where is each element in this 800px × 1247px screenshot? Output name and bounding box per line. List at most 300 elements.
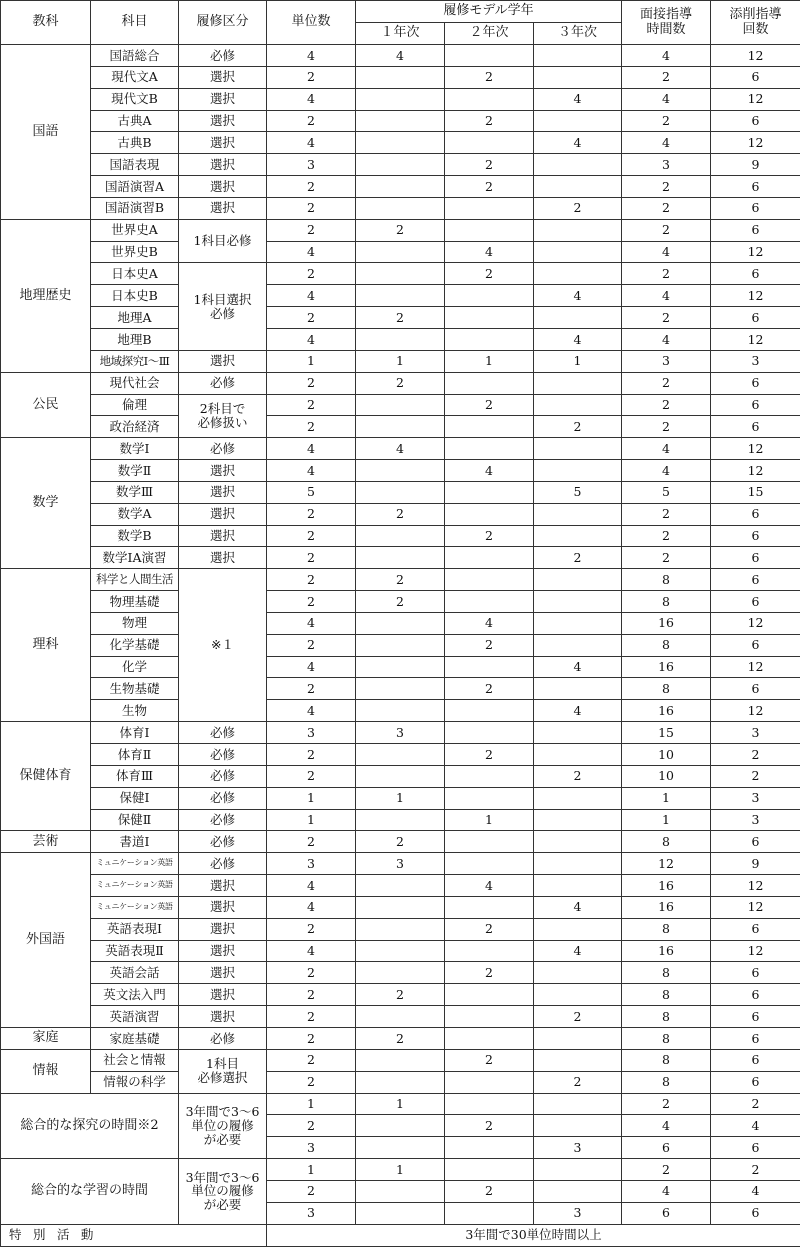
hours-cell: 2 — [622, 503, 711, 525]
header-year2: ２年次 — [445, 23, 534, 45]
header-type: 履修区分 — [179, 1, 267, 45]
y1-cell: 4 — [356, 438, 445, 460]
reports-cell: 6 — [711, 263, 800, 285]
y3-cell: 4 — [534, 328, 622, 350]
reports-cell: 9 — [711, 853, 800, 875]
category-cell: 保健体育 — [1, 722, 91, 831]
y2-cell: 4 — [445, 875, 534, 897]
y3-cell — [534, 503, 622, 525]
subject-cell: 体育Ⅲ — [91, 765, 179, 787]
reports-cell: 6 — [711, 1071, 800, 1093]
subject-cell: 数学B — [91, 525, 179, 547]
y2-cell — [445, 1202, 534, 1224]
hours-cell: 6 — [622, 1202, 711, 1224]
subject-cell: 生物 — [91, 700, 179, 722]
y2-cell: 4 — [445, 241, 534, 263]
y2-cell: 2 — [445, 962, 534, 984]
category-cell: 国語 — [1, 45, 91, 220]
y2-cell — [445, 1159, 534, 1181]
hours-cell: 2 — [622, 110, 711, 132]
units-cell: 4 — [267, 241, 356, 263]
y1-cell: 2 — [356, 831, 445, 853]
hours-cell: 10 — [622, 744, 711, 766]
y2-cell — [445, 503, 534, 525]
subject-cell: 倫理 — [91, 394, 179, 416]
table-row — [1, 547, 800, 569]
table-row — [1, 372, 800, 394]
category-cell: 総合的な探究の時間※2 — [1, 1093, 179, 1159]
subject-cell: 地理A — [91, 307, 179, 329]
y3-cell — [534, 263, 622, 285]
y2-cell — [445, 656, 534, 678]
group-note — [179, 1159, 267, 1225]
category-cell: 情報 — [1, 1049, 91, 1093]
y3-cell — [534, 525, 622, 547]
y2-cell — [445, 984, 534, 1006]
subject-cell: 数学Ⅰ — [91, 438, 179, 460]
type-cell: 選択 — [179, 154, 267, 176]
y3-cell: 1 — [534, 350, 622, 372]
type-cell: 必修 — [179, 809, 267, 831]
units-cell: 4 — [267, 656, 356, 678]
group-note — [179, 394, 267, 438]
table-row — [1, 481, 800, 503]
y1-cell — [356, 197, 445, 219]
reports-cell: 6 — [711, 1049, 800, 1071]
y3-cell — [534, 853, 622, 875]
y2-cell — [445, 722, 534, 744]
subject-cell: 数学Ⅱ — [91, 460, 179, 482]
subject-cell: 英語表現Ⅱ — [91, 940, 179, 962]
reports-cell: 6 — [711, 547, 800, 569]
y2-cell — [445, 569, 534, 591]
y1-cell — [356, 66, 445, 88]
reports-cell: 6 — [711, 219, 800, 241]
table-row — [1, 591, 800, 613]
reports-cell: 6 — [711, 591, 800, 613]
y1-cell — [356, 88, 445, 110]
y1-cell — [356, 525, 445, 547]
reports-cell: 12 — [711, 132, 800, 154]
table-row — [1, 809, 800, 831]
subject-cell: 生物基礎 — [91, 678, 179, 700]
type-cell: 必修 — [179, 831, 267, 853]
table-row — [1, 896, 800, 918]
reports-cell: 6 — [711, 197, 800, 219]
units-cell: 4 — [267, 285, 356, 307]
table-row — [1, 285, 800, 307]
units-cell: 1 — [267, 350, 356, 372]
table-row — [1, 700, 800, 722]
y2-cell — [445, 1093, 534, 1115]
y2-cell — [445, 481, 534, 503]
y3-cell — [534, 154, 622, 176]
y1-cell — [356, 241, 445, 263]
category-cell: 数学 — [1, 438, 91, 569]
table-row — [1, 350, 800, 372]
y3-cell — [534, 787, 622, 809]
reports-cell: 6 — [711, 1202, 800, 1224]
y1-cell — [356, 416, 445, 438]
hours-cell: 15 — [622, 722, 711, 744]
y2-cell — [445, 896, 534, 918]
y1-cell: 1 — [356, 787, 445, 809]
y2-cell: 2 — [445, 744, 534, 766]
table-row — [1, 656, 800, 678]
table-row — [1, 66, 800, 88]
hours-cell: 1 — [622, 809, 711, 831]
y3-cell — [534, 1027, 622, 1049]
units-cell: 4 — [267, 940, 356, 962]
subject-cell: 家庭基礎 — [91, 1027, 179, 1049]
y1-cell — [356, 1071, 445, 1093]
reports-cell: 12 — [711, 700, 800, 722]
type-cell: 選択 — [179, 132, 267, 154]
y3-cell — [534, 110, 622, 132]
units-cell: 3 — [267, 154, 356, 176]
y3-cell: 4 — [534, 132, 622, 154]
units-cell: 2 — [267, 110, 356, 132]
table-row — [1, 612, 800, 634]
units-cell: 1 — [267, 1159, 356, 1181]
y3-cell — [534, 809, 622, 831]
reports-cell: 3 — [711, 350, 800, 372]
reports-cell: 6 — [711, 1006, 800, 1028]
subject-cell: 古典B — [91, 132, 179, 154]
units-cell: 2 — [267, 678, 356, 700]
reports-cell: 6 — [711, 984, 800, 1006]
reports-cell: 12 — [711, 460, 800, 482]
type-cell: 必修 — [179, 1027, 267, 1049]
y1-cell — [356, 918, 445, 940]
y3-cell — [534, 569, 622, 591]
hours-cell: 4 — [622, 438, 711, 460]
hours-cell: 2 — [622, 1093, 711, 1115]
y2-cell: 2 — [445, 176, 534, 198]
units-cell: 2 — [267, 831, 356, 853]
units-cell: 1 — [267, 1093, 356, 1115]
units-cell: 4 — [267, 45, 356, 67]
type-cell: 選択 — [179, 110, 267, 132]
table-row — [1, 787, 800, 809]
y3-cell: 2 — [534, 416, 622, 438]
y2-cell: 2 — [445, 263, 534, 285]
subject-cell: 英語演習 — [91, 1006, 179, 1028]
y2-cell — [445, 765, 534, 787]
hours-cell: 4 — [622, 460, 711, 482]
subject-cell: 国語演習A — [91, 176, 179, 198]
y1-cell — [356, 176, 445, 198]
table-row — [1, 984, 800, 1006]
type-cell: 選択 — [179, 984, 267, 1006]
y2-cell: 4 — [445, 612, 534, 634]
y2-cell: 1 — [445, 350, 534, 372]
y1-cell — [356, 110, 445, 132]
hours-cell: 2 — [622, 372, 711, 394]
y3-cell — [534, 45, 622, 67]
y2-cell: 2 — [445, 1115, 534, 1137]
group-note-line: 必修扱い — [197, 414, 248, 430]
units-cell: 4 — [267, 328, 356, 350]
hours-cell: 4 — [622, 1115, 711, 1137]
category-cell: 理科 — [1, 569, 91, 722]
table-row — [1, 634, 800, 656]
y2-cell — [445, 700, 534, 722]
units-cell: 2 — [267, 66, 356, 88]
table-row — [1, 875, 800, 897]
table-row-tokkatsu — [1, 1224, 800, 1246]
subject-cell: 日本史B — [91, 285, 179, 307]
hours-cell: 4 — [622, 132, 711, 154]
group-note — [179, 1093, 267, 1159]
reports-cell: 6 — [711, 307, 800, 329]
group-note-line: が必要 — [203, 1131, 242, 1147]
subject-cell: 保健Ⅱ — [91, 809, 179, 831]
y3-cell: 2 — [534, 197, 622, 219]
y3-cell — [534, 634, 622, 656]
reports-cell: 12 — [711, 896, 800, 918]
table-row — [1, 88, 800, 110]
y2-cell — [445, 1071, 534, 1093]
table-row — [1, 831, 800, 853]
units-cell: 3 — [267, 1202, 356, 1224]
type-cell: 必修 — [179, 438, 267, 460]
y3-cell — [534, 394, 622, 416]
table-row — [1, 765, 800, 787]
type-cell: 選択 — [179, 940, 267, 962]
group-note-line: 1科目 — [206, 1056, 239, 1072]
table-row — [1, 219, 800, 241]
subject-cell: 世界史B — [91, 241, 179, 263]
table-row — [1, 1049, 800, 1071]
reports-cell: 12 — [711, 612, 800, 634]
y2-cell — [445, 328, 534, 350]
units-cell: 2 — [267, 197, 356, 219]
y2-cell — [445, 307, 534, 329]
subject-cell: 科学と人間生活 — [91, 569, 179, 591]
table-row — [1, 918, 800, 940]
y2-cell — [445, 853, 534, 875]
y3-cell: 2 — [534, 547, 622, 569]
y1-cell — [356, 132, 445, 154]
hours-cell: 1 — [622, 787, 711, 809]
units-cell: 1 — [267, 809, 356, 831]
reports-cell: 6 — [711, 372, 800, 394]
type-cell: 選択 — [179, 503, 267, 525]
y2-cell — [445, 197, 534, 219]
subject-cell: 数学A — [91, 503, 179, 525]
type-cell: 選択 — [179, 88, 267, 110]
hours-cell: 3 — [622, 154, 711, 176]
type-cell: 選択 — [179, 896, 267, 918]
y1-cell — [356, 460, 445, 482]
table-row — [1, 176, 800, 198]
hours-cell: 8 — [622, 1006, 711, 1028]
group-note — [179, 1049, 267, 1093]
hours-cell: 2 — [622, 263, 711, 285]
table-row — [1, 722, 800, 744]
y2-cell: 2 — [445, 634, 534, 656]
y1-cell — [356, 1202, 445, 1224]
y1-cell — [356, 612, 445, 634]
units-cell: 3 — [267, 853, 356, 875]
hours-cell: 2 — [622, 1159, 711, 1181]
y3-cell — [534, 612, 622, 634]
hours-cell: 4 — [622, 241, 711, 263]
y2-cell: 2 — [445, 1049, 534, 1071]
header-hours: 面接指導 時間数 — [622, 1, 711, 45]
y1-cell: 3 — [356, 853, 445, 875]
type-cell: 選択 — [179, 918, 267, 940]
table-row — [1, 416, 800, 438]
group-note — [179, 263, 267, 350]
group-note-line: 単位の履修 — [191, 1183, 254, 1199]
y2-cell: 2 — [445, 525, 534, 547]
table-row — [1, 744, 800, 766]
table-body — [1, 45, 800, 1247]
header-reports: 添削指導 回数 — [711, 1, 800, 45]
y3-cell — [534, 176, 622, 198]
subject-cell: 化学 — [91, 656, 179, 678]
y3-cell — [534, 1159, 622, 1181]
hours-cell: 6 — [622, 1137, 711, 1159]
y2-cell: 2 — [445, 154, 534, 176]
y3-cell: 4 — [534, 700, 622, 722]
subject-cell: 物理基礎 — [91, 591, 179, 613]
group-note-line: 3年間で3～6 — [185, 1169, 260, 1185]
reports-cell: 12 — [711, 875, 800, 897]
category-cell: 家庭 — [1, 1027, 91, 1049]
subject-cell: 数学ⅠA演習 — [91, 547, 179, 569]
y1-cell — [356, 962, 445, 984]
tokkatsu-note: 3年間で30単位時間以上 — [267, 1224, 800, 1246]
y1-cell — [356, 940, 445, 962]
subject-cell: 体育Ⅰ — [91, 722, 179, 744]
table-row — [1, 1093, 800, 1115]
reports-cell: 6 — [711, 66, 800, 88]
hours-cell: 2 — [622, 307, 711, 329]
table-row — [1, 678, 800, 700]
reports-cell: 3 — [711, 722, 800, 744]
y1-cell — [356, 809, 445, 831]
type-cell: 選択 — [179, 1006, 267, 1028]
y1-cell — [356, 394, 445, 416]
y1-cell: 2 — [356, 569, 445, 591]
units-cell: 2 — [267, 918, 356, 940]
reports-cell: 6 — [711, 176, 800, 198]
y3-cell — [534, 460, 622, 482]
y3-cell — [534, 66, 622, 88]
hours-cell: 4 — [622, 88, 711, 110]
table-row — [1, 1027, 800, 1049]
y3-cell: 2 — [534, 1071, 622, 1093]
reports-cell: 4 — [711, 1115, 800, 1137]
y3-cell: 4 — [534, 285, 622, 307]
y3-cell: 5 — [534, 481, 622, 503]
hours-cell: 8 — [622, 918, 711, 940]
type-cell: 選択 — [179, 875, 267, 897]
y2-cell — [445, 1027, 534, 1049]
y3-cell — [534, 372, 622, 394]
header-year3: ３年次 — [534, 23, 622, 45]
y1-cell — [356, 875, 445, 897]
units-cell: 2 — [267, 525, 356, 547]
units-cell: 2 — [267, 591, 356, 613]
reports-cell: 6 — [711, 110, 800, 132]
table-row — [1, 241, 800, 263]
subject-cell: 国語表現 — [91, 154, 179, 176]
y2-cell — [445, 591, 534, 613]
group-note-line: 単位の履修 — [191, 1117, 254, 1133]
subject-cell: 日本史A — [91, 263, 179, 285]
hours-cell: 2 — [622, 219, 711, 241]
y3-cell: 2 — [534, 765, 622, 787]
header-year1: １年次 — [356, 23, 445, 45]
subject-cell: ミュニケーション英語 — [91, 875, 179, 897]
reports-cell: 15 — [711, 481, 800, 503]
y3-cell — [534, 438, 622, 460]
hours-cell: 12 — [622, 853, 711, 875]
y3-cell — [534, 678, 622, 700]
y1-cell: 2 — [356, 1027, 445, 1049]
units-cell: 2 — [267, 1071, 356, 1093]
table-row — [1, 940, 800, 962]
category-cell: 特 別 活 動 — [1, 1224, 267, 1246]
y2-cell: 2 — [445, 1180, 534, 1202]
category-cell: 外国語 — [1, 853, 91, 1028]
hours-cell: 16 — [622, 612, 711, 634]
reports-cell: 12 — [711, 285, 800, 307]
reports-cell: 12 — [711, 45, 800, 67]
reports-cell: 6 — [711, 831, 800, 853]
units-cell: 2 — [267, 394, 356, 416]
subject-cell: 古典A — [91, 110, 179, 132]
category-cell: 総合的な学習の時間 — [1, 1159, 179, 1225]
y3-cell — [534, 1180, 622, 1202]
y3-cell: 4 — [534, 88, 622, 110]
hours-cell: 8 — [622, 1049, 711, 1071]
y1-cell — [356, 700, 445, 722]
y3-cell — [534, 962, 622, 984]
units-cell: 2 — [267, 962, 356, 984]
y3-cell: 4 — [534, 896, 622, 918]
subject-cell: 現代文B — [91, 88, 179, 110]
units-cell: 2 — [267, 263, 356, 285]
group-note-line: 2科目で — [199, 401, 246, 417]
units-cell: 2 — [267, 372, 356, 394]
y2-cell — [445, 416, 534, 438]
units-cell: 2 — [267, 176, 356, 198]
header-units: 単位数 — [267, 1, 356, 45]
y1-cell — [356, 744, 445, 766]
type-cell: 選択 — [179, 460, 267, 482]
subject-cell: 世界史A — [91, 219, 179, 241]
subject-cell: 地域探究Ⅰ～Ⅲ — [91, 350, 179, 372]
type-cell: 必修 — [179, 744, 267, 766]
reports-cell: 4 — [711, 1180, 800, 1202]
y2-cell — [445, 438, 534, 460]
y1-cell: 2 — [356, 503, 445, 525]
y2-cell: 2 — [445, 394, 534, 416]
y1-cell — [356, 656, 445, 678]
hours-cell: 8 — [622, 591, 711, 613]
hours-cell: 4 — [622, 328, 711, 350]
y2-cell: 4 — [445, 460, 534, 482]
y1-cell — [356, 1180, 445, 1202]
hours-cell: 10 — [622, 765, 711, 787]
subject-cell: 数学Ⅲ — [91, 481, 179, 503]
reports-cell: 12 — [711, 88, 800, 110]
